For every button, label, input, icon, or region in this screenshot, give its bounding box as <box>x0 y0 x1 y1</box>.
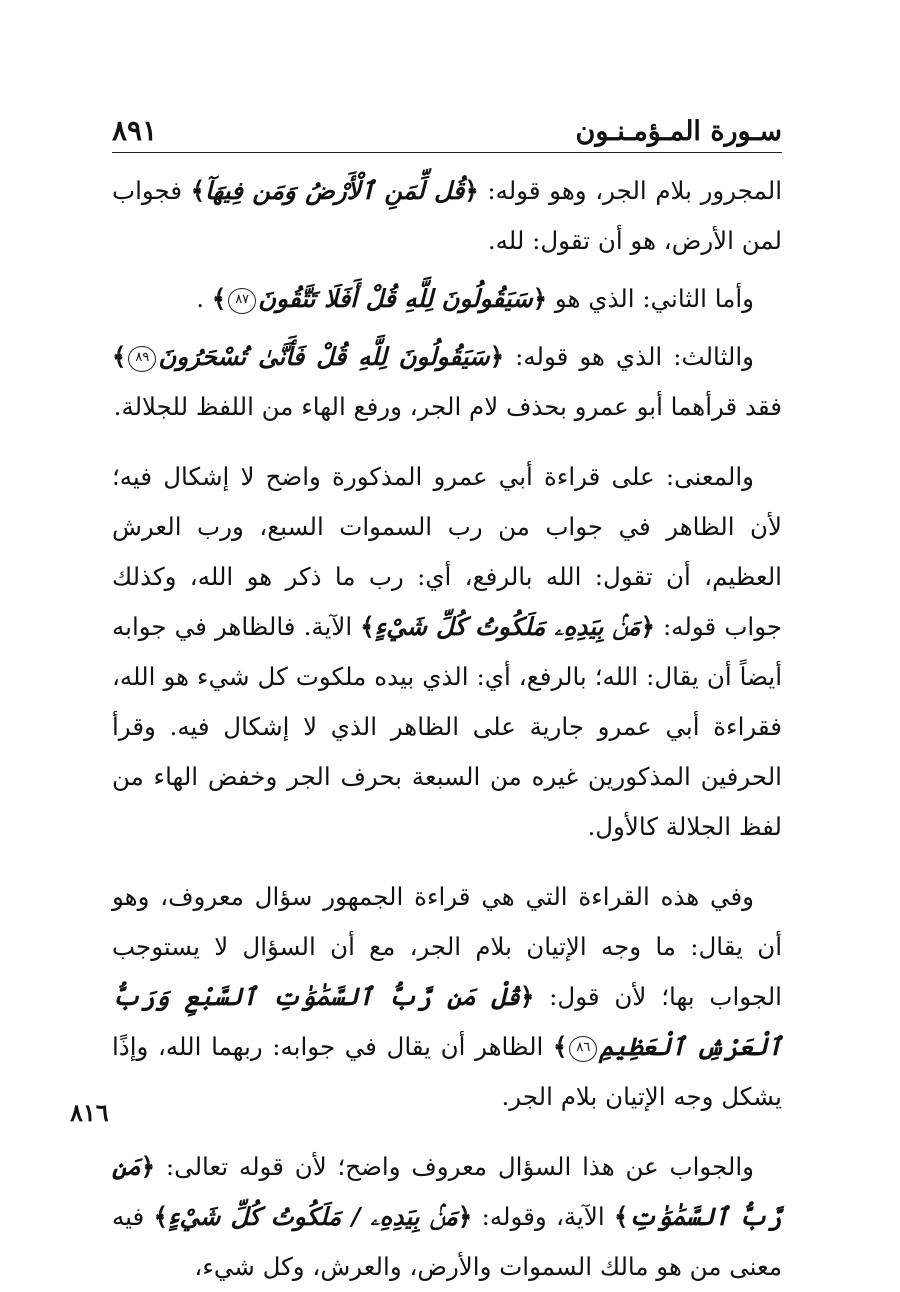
paragraph-4 <box>112 452 782 852</box>
text-segment: وفي هذه القراءة التي هي قراءة الجمهور سؤال معروف، وهو أن يقال: ما وجه الإتيان بلام الجر، مع أن السؤال لا يستوجب الجواب بها؛ لأن قول: <box>112 882 782 1011</box>
margin-reference-number: ٨١٦ <box>70 1098 109 1127</box>
quran-verse: مَنۢ بِيَدِهِۦ / مَلَكُوتُ كُلِّ شَيْءٍ <box>167 1202 458 1231</box>
paragraph-3 <box>112 332 782 432</box>
header-divider <box>112 152 782 153</box>
paragraph-1 <box>112 166 782 266</box>
text-segment: والثالث: الذي هو قوله: <box>504 342 754 371</box>
text-segment: فيه معنى من هو مالك السموات والأرض، والعرش، وكل شيء، <box>112 1202 782 1281</box>
text-segment: والجواب عن هذا السؤال معروف واضح؛ لأن قوله تعالى: <box>155 1152 754 1181</box>
quran-bracket-open: ﴿ <box>464 176 479 205</box>
text-segment: المجرور بلام الجر، وهو قوله: <box>478 176 783 205</box>
text-segment: الظاهر أن يقال في جوابه: ربهما الله، وإذًا يشكل وجه الإتيان بلام الجر. <box>112 1032 782 1111</box>
quran-bracket-open: ﴿ <box>140 1152 156 1181</box>
text-segment: فقد قرأهما أبو عمرو بحذف لام الجر، ورفع الهاء من اللفظ للجلالة. <box>113 392 782 421</box>
page-body <box>112 166 782 1292</box>
quran-bracket-open: ﴿ <box>532 284 548 313</box>
quran-bracket-close: ﴾ <box>360 612 375 641</box>
quran-bracket-close: ﴾ <box>614 1202 629 1231</box>
quran-verse: مَن رَّبُّ ٱلسَّمَٰوَٰتِ <box>112 1152 782 1231</box>
quran-verse: مَنۢ بِيَدِهِۦ مَلَكُوتُ كُلِّ شَيْءٍ <box>374 612 641 641</box>
text-segment: والمعنى: على قراءة أبي عمرو المذكورة واضح لا إشكال فيه؛ لأن الظاهر في جواب من رب السموات السبع، ورب العرش العظيم، أن تقول: الله بالرفع، أي: رب ما ذكر هو الله، وكذلك جواب قوله: <box>112 462 782 641</box>
text-segment: الآية، وقوله: <box>472 1202 614 1231</box>
page-header <box>112 112 782 152</box>
quran-bracket-open: ﴿ <box>640 612 655 641</box>
paragraph-6 <box>112 1142 782 1292</box>
quran-verse: سَيَقُولُونَ لِلَّهِ قُلْ فَأَنَّىٰ تُسْحَرُونَ <box>158 342 490 371</box>
quran-bracket-close: ﴾ <box>153 1202 168 1231</box>
quran-verse: قُلْ مَن رَّبُّ ٱلسَّمَٰوَٰتِ ٱلسَّبْعِ وَرَبُّ ٱلْعَرْشِ ٱلْعَظِيمِ <box>112 982 783 1061</box>
quran-verse: قُل لِّمَنِ ٱلْأَرْضُ وَمَن فِيهَآ <box>205 176 465 205</box>
ayah-number-marker: ٨٧ <box>228 288 256 314</box>
quran-bracket-close: ﴾ <box>211 284 227 313</box>
quran-bracket-close: ﴾ <box>112 342 127 371</box>
quran-bracket-open: ﴿ <box>519 982 535 1011</box>
quran-bracket-open: ﴿ <box>457 1202 473 1231</box>
page-number: ٨٩١ <box>112 114 158 147</box>
quran-bracket-close: ﴾ <box>553 1032 568 1061</box>
text-segment: فجواب لمن الأرض، هو أن تقول: لله. <box>112 176 782 255</box>
paragraph-5 <box>112 872 782 1122</box>
text-segment: وأما الثاني: الذي هو <box>547 284 754 313</box>
surah-title: سـورة المـؤمـنـون <box>575 116 782 147</box>
quran-bracket-open: ﴿ <box>489 342 505 371</box>
quran-verse: سَيَقُولُونَ لِلَّهِ قُلْ أَفَلَا تَتَّقُونَ <box>258 284 533 313</box>
text-segment: . <box>196 284 212 313</box>
ayah-number-marker: ٨٦ <box>569 1036 597 1062</box>
text-segment: الآية. فالظاهر في جوابه أيضاً أن يقال: الله؛ بالرفع، أي: الذي بيده ملكوت كل شيء هو الله، فقراءة أبي عمرو جارية على الظاهر الذي لا إشكال فيه. وقرأ الحرفين المذكورين غيره من السبعة بحرف الجر وخفض الهاء من لفظ الجلالة كالأول. <box>112 612 783 841</box>
quran-bracket-close: ﴾ <box>190 176 206 205</box>
ayah-number-marker: ٨٩ <box>128 346 156 372</box>
paragraph-2 <box>112 274 782 324</box>
